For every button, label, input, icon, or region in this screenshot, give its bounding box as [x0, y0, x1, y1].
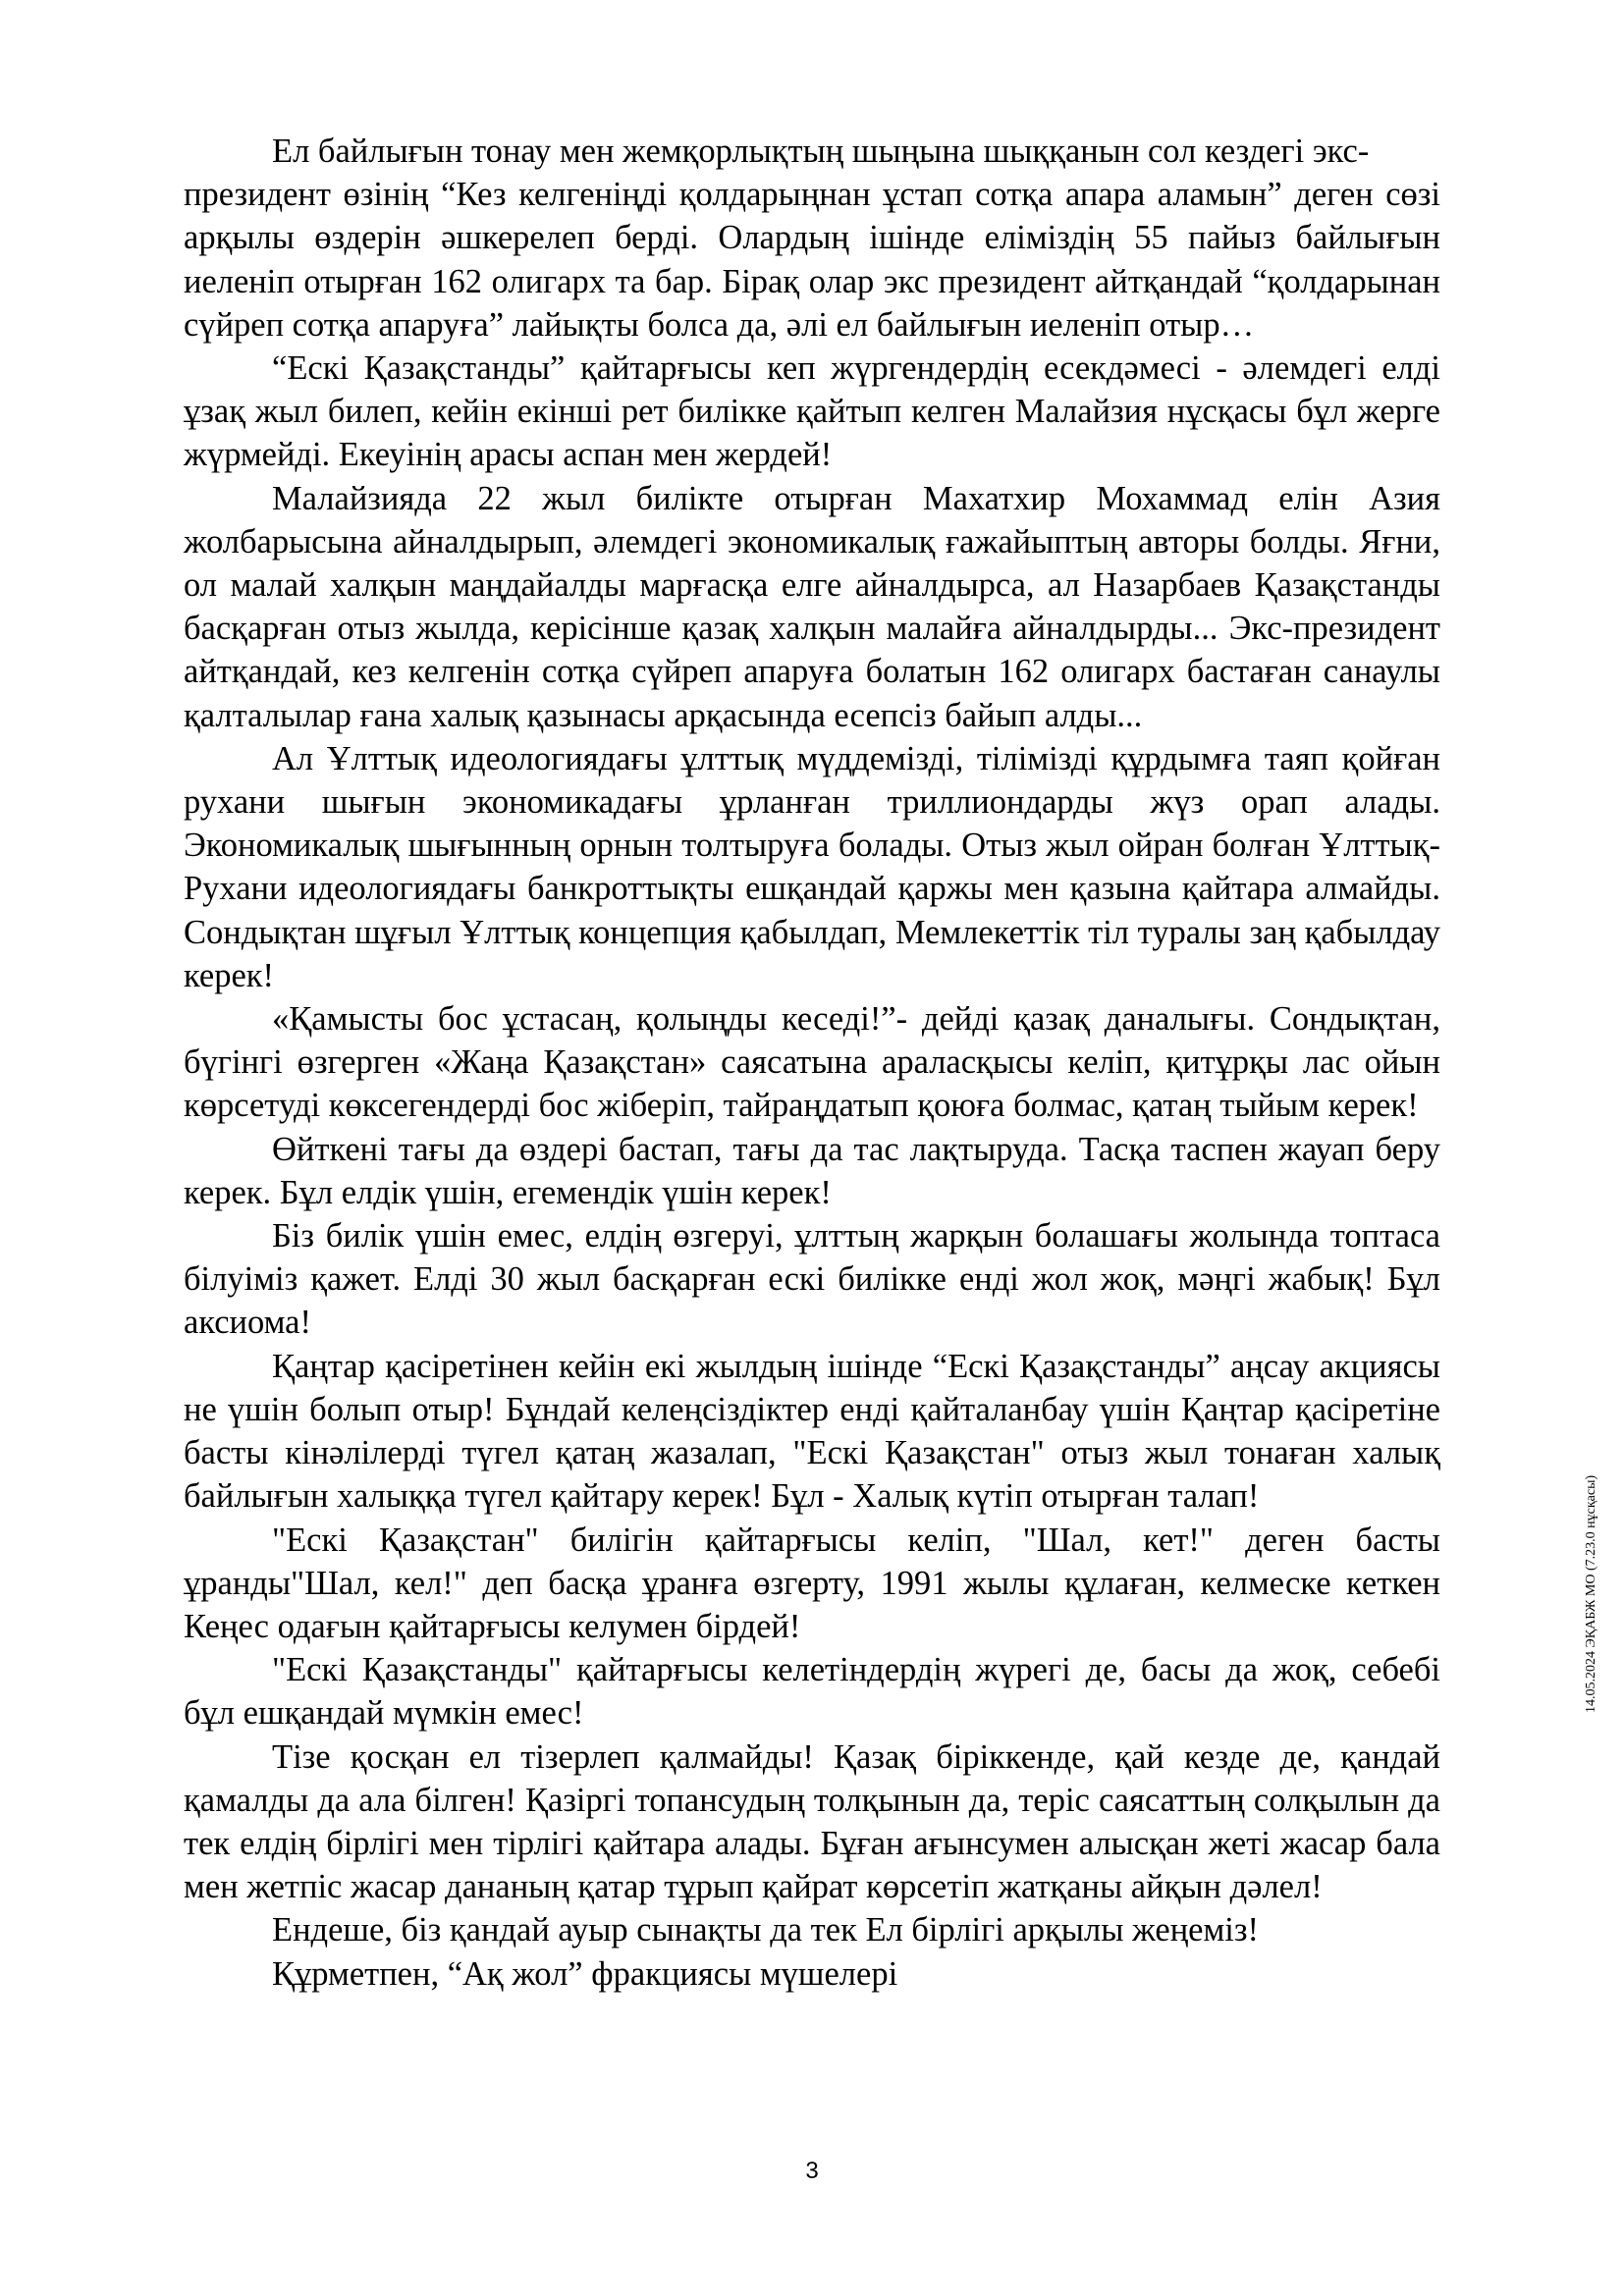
paragraph-4: Ал Ұлттық идеологиядағы ұлттық мүддемізді, тілімізді құрдымға таяп қойған рухани шығын экономикадағы ұрланған триллиондарды жүз орап алады. Экономикалық шығынның орнын толтыруға болады. Отыз жыл ойран болған Ұлттық-Рухани идеологиядағы банкроттықты ешқандай қаржы мен қазына қайтара алмайды. Сондықтан шұғыл Ұлттық концепция қабылдап, Мемлекеттік тіл туралы заң қабылдау керек! [184, 739, 1440, 994]
paragraph-12: Ендеше, біз қандай ауыр сынақты да тек Ел бірлігі арқылы жеңеміз! [272, 1911, 1259, 1949]
signature-line: Құрметпен, “Ақ жол” фракциясы мүшелері [272, 1954, 898, 1993]
document-body [184, 130, 1440, 1996]
paragraph-9: "Ескі Қазақстан" билігін қайтарғысы келіп, "Шал, кет!" деген басты ұранды"Шал, кел!" деп басқа ұранға өзгерту, 1991 жылы құлаған, келмеске кеткен Кеңес одағын қайтарғысы келумен бірдей! [184, 1521, 1440, 1645]
paragraph-7: Біз билік үшін емес, елдің өзгеруі, ұлттың жарқын болашағы жолында топтаса білуіміз қажет. Елді 30 жыл басқарған ескі билікке енді жол жоқ, мәңгі жабық! Бұл аксиома! [184, 1217, 1440, 1342]
paragraph-10: "Ескі Қазақстанды" қайтарғысы келетіндердің жүрегі де, басы да жоқ, себебі бұл ешқандай мүмкін емес! [184, 1651, 1440, 1733]
paragraph-11: Тізе қосқан ел тізерлеп қалмайды! Қазақ біріккенде, қай кезде де, қандай қамалды да ала білген! Қазіргі топансудың толқынын да, теріс саясаттың солқылын да тек елдің бірлігі мен тірлігі қайтара алады. Бұған ағынсумен алысқан жеті жасар бала мен жетпіс жасар дананың қатар тұрып қайрат көрсетіп жатқаны айқын дәлел! [184, 1737, 1440, 1906]
paragraph-3: Малайзияда 22 жыл билікте отырған Махатхир Мохаммад елін Азия жолбарысына айналдырып, әлемдегі экономикалық ғажайыптың авторы болды. Яғни, ол малай халқын маңдайалды марғасқа елге айналдырса, ал Назарбаев Қазақстанды басқарған отыз жылда, керісінше қазақ халқын малайға айналдырды... Экс-президент айтқандай, кез келгенін сотқа сүйреп апаруға болатын 162 олигарх бастаған санаулы қалталылар ғана халық қазынасы арқасында есепсіз байып алды... [184, 479, 1440, 734]
paragraph-2: “Ескі Қазақстанды” қайтарғысы кеп жүргендердің есекдәмесі - әлемдегі елді ұзақ жыл билеп, кейін екінші рет билікке қайтып келген Малайзия нұсқасы бұл жерге жүрмейді. Екеуінің арасы аспан мен жердей! [184, 349, 1440, 474]
paragraph-5: «Қамысты бос ұстасаң, қолыңды кеседі!”- дейді қазақ даналығы. Сондықтан, бүгінгі өзгерген «Жаңа Қазақстан» саясатына араласқысы келіп, қитұрқы лас ойын көрсетуді көксегендерді бос жіберіп, тайраңдатып қоюға болмас, қатаң тыйым керек! [184, 1000, 1440, 1125]
paragraph-8: Қаңтар қасіретінен кейін екі жылдың ішінде “Ескі Қазақстанды” аңсау акциясы не үшін болып отыр! Бұндай келеңсіздіктер енді қайталанбау үшін Қаңтар қасіретіне басты кінәлілерді түгел қатаң жазалап, "Ескі Қазақстан" отыз жыл тонаған халық байлығын халыққа түгел қайтару керек! Бұл - Халық күтіп отырған талап! [184, 1347, 1440, 1516]
paragraph-1: Ел байлығын тонау мен жемқорлықтың шыңына шыққанын сол кездегі экс- президент өзінің “Кез келгеніңді қолдарыңнан ұстап сотқа апара аламын” деген сөзі арқылы өздерін әшкерелеп берді. Олардың ішінде еліміздің 55 пайыз байлығын иеленіп отырған 162 олигарх та бар. Бірақ олар экс президент айтқандай “қолдарынан сүйреп сотқа апаруға” лайықты болса да, әлі ел байлығын иеленіп отыр… [184, 133, 1440, 344]
side-stamp-text: 14.05.2024 ЭҚАБЖ МО (7.23.0 нұсқасы) [1584, 1474, 1598, 1713]
paragraph-6: Өйткені тағы да өздері бастап, тағы да тас лақтыруда. Тасқа таспен жауап беру керек. Бұл елдік үшін, егемендік үшін керек! [184, 1130, 1440, 1211]
side-registration-stamp [1584, 1474, 1603, 1733]
page-number: 3 [805, 2158, 819, 2184]
